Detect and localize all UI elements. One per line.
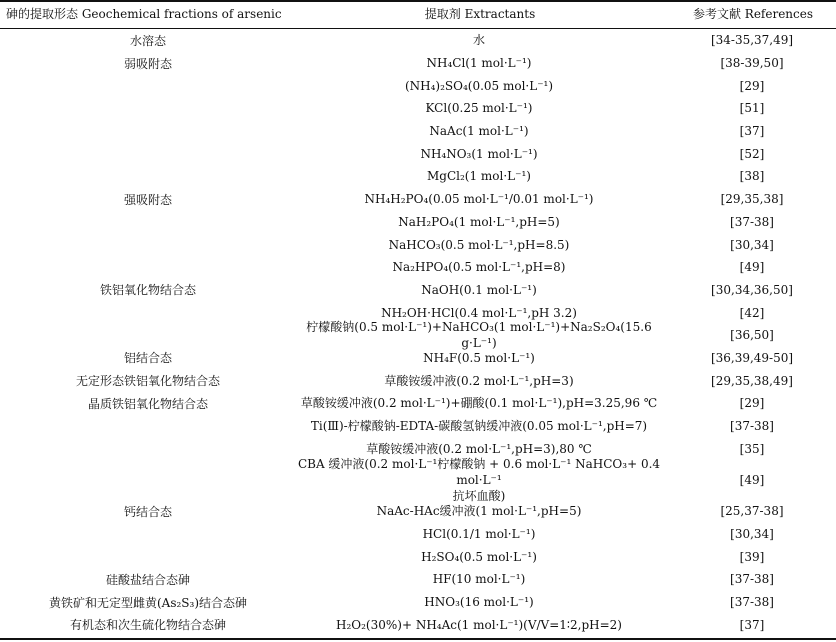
table-row [0, 29, 836, 52]
fraction-cell: 铝结合态 [123, 351, 172, 366]
extractant-cell: KCl(0.25 mol·L⁻¹) [425, 101, 533, 116]
table-row [0, 165, 836, 188]
fraction-cell: 水溶态 [129, 33, 166, 48]
reference-cell: [37-38] [730, 214, 774, 229]
reference-cell: [49] [739, 473, 765, 488]
extractant-cell: NaAc(1 mol·L⁻¹) [429, 124, 529, 139]
extractant-cell: 草酸铵缓冲液(0.2 mol·L⁻¹)+硼酸(0.1 mol·L⁻¹),pH=3.25,96 ℃ [300, 396, 658, 411]
extractant-cell: 水 [472, 33, 485, 48]
fraction-cell [0, 233, 296, 256]
fraction-cell [0, 97, 296, 120]
extractant-cell: MgCl₂(1 mol·L⁻¹) [427, 169, 531, 184]
extractant-cell: NaOH(0.1 mol·L⁻¹) [421, 282, 537, 297]
table-row [0, 52, 836, 75]
extractant-cell: 草酸铵缓冲液(0.2 mol·L⁻¹,pH=3),80 ℃ [366, 441, 592, 456]
extractant-cell: NaH₂PO₄(1 mol·L⁻¹,pH=5) [398, 214, 560, 229]
table-row [0, 120, 836, 143]
extractant-cell: 柠檬酸钠(0.5 mol·L⁻¹)+NaHCO₃(1 mol·L⁻¹)+Na₂S₂O₄(15.6 g·L⁻¹) [306, 320, 652, 351]
reference-cell: [30,34] [730, 237, 774, 252]
table-row [0, 500, 836, 523]
fraction-cell [0, 545, 296, 568]
fraction-cell: 黄铁矿和无定型雌黄(As₂S₃)结合态砷 [48, 595, 248, 610]
fraction-cell [0, 415, 296, 438]
table-row [0, 97, 836, 120]
table-body [0, 29, 836, 636]
extractant-cell: NH₂OH·HCl(0.4 mol·L⁻¹,pH 3.2) [381, 305, 577, 320]
reference-cell: [37-38] [730, 419, 774, 434]
reference-cell: [34-35,37,49] [710, 33, 794, 48]
extractant-cell [292, 457, 666, 504]
header-extractant: 提取剂 Extractants [424, 7, 536, 21]
reference-cell: [37-38] [730, 572, 774, 587]
table-header [0, 0, 836, 28]
extractant-cell: H₂O₂(30%)+ NH₄Ac(1 mol·L⁻¹)(V/V=1∶2,pH=2) [335, 617, 622, 632]
reference-cell: [38-39,50] [720, 56, 784, 71]
table-row [0, 142, 836, 165]
reference-cell: [51] [739, 101, 765, 116]
header-references: 参考文献 References [692, 7, 814, 21]
header-fraction: 砷的提取形态 Geochemical fractions of arsenic [6, 7, 282, 21]
fraction-cell: 硅酸盐结合态砷 [105, 572, 190, 587]
reference-cell: [52] [739, 146, 765, 161]
reference-cell: [36,39,49-50] [710, 350, 794, 365]
table-row [0, 211, 836, 234]
fraction-cell: 无定形态铁铝氧化物结合态 [75, 374, 220, 389]
fraction-cell: 强吸附态 [123, 192, 172, 207]
reference-cell: [49] [739, 260, 765, 275]
fraction-cell: 钙结合态 [123, 504, 172, 519]
reference-cell: [30,34,36,50] [711, 282, 793, 297]
extractant-cell: NH₄NO₃(1 mol·L⁻¹) [420, 146, 538, 161]
reference-cell: [35] [739, 441, 765, 456]
table-row [0, 256, 836, 279]
extractant-cell: Ti(Ⅲ)-柠檬酸钠-EDTA-碳酸氢钠缓冲液(0.05 mol·L⁻¹,pH=7) [310, 419, 648, 434]
extractant-cell: NaAc-HAc缓冲液(1 mol·L⁻¹,pH=5) [376, 504, 582, 519]
reference-cell: [29,35,38] [720, 192, 784, 207]
table-row [0, 188, 836, 211]
fraction-cell [0, 211, 296, 234]
table-row [0, 320, 836, 351]
extractant-cell: HF(10 mol·L⁻¹) [432, 572, 526, 587]
extractant-line-1: CBA 缓冲液(0.2 mol·L⁻¹柠檬酸钠 + 0.6 mol·L⁻¹ NaHCO₃+ 0.4 mol·L⁻¹ [297, 457, 661, 488]
fraction-cell: 有机态和次生硫化物结合态砷 [69, 618, 226, 633]
fraction-cell [0, 460, 296, 500]
extractant-cell: H₂SO₄(0.5 mol·L⁻¹) [421, 549, 537, 564]
reference-cell: [29,35,38,49] [711, 373, 793, 388]
reference-cell: [37-38] [730, 595, 774, 610]
table-row [0, 523, 836, 546]
table-row [0, 369, 836, 392]
fraction-cell [0, 301, 296, 324]
fraction-cell [0, 165, 296, 188]
fraction-cell [0, 142, 296, 165]
extractant-cell: NH₄H₂PO₄(0.05 mol·L⁻¹/0.01 mol·L⁻¹) [364, 192, 594, 207]
reference-cell: [30,34] [730, 527, 774, 542]
table-row [0, 392, 836, 415]
table-row [0, 591, 836, 614]
table-row [0, 457, 836, 504]
fraction-cell [0, 74, 296, 97]
reference-cell: [36,50] [730, 328, 774, 343]
extractant-cell: 草酸铵缓冲液(0.2 mol·L⁻¹,pH=3) [384, 373, 574, 388]
table-row [0, 233, 836, 256]
fraction-cell: 晶质铁铝氧化物结合态 [87, 396, 208, 411]
reference-cell: [38] [739, 169, 765, 184]
extractant-cell: NaHCO₃(0.5 mol·L⁻¹,pH=8.5) [388, 237, 570, 252]
table-row [0, 614, 836, 637]
fraction-cell [0, 523, 296, 546]
fraction-cell [0, 437, 296, 460]
extractant-cell: Na₂HPO₄(0.5 mol·L⁻¹,pH=8) [392, 260, 566, 275]
extractant-cell: NH₄Cl(1 mol·L⁻¹) [426, 56, 532, 71]
table-row [0, 568, 836, 591]
reference-cell: [25,37-38] [720, 504, 784, 519]
bottom-rule [0, 638, 836, 640]
reference-cell: [42] [739, 305, 765, 320]
extractant-cell: HCl(0.1/1 mol·L⁻¹) [422, 527, 536, 542]
extractant-cell: HNO₃(16 mol·L⁻¹) [424, 595, 534, 610]
fraction-cell [0, 324, 296, 347]
table-row [0, 279, 836, 302]
table-row [0, 415, 836, 438]
extractant-cell: (NH₄)₂SO₄(0.05 mol·L⁻¹) [404, 78, 554, 93]
fraction-cell: 弱吸附态 [123, 56, 172, 71]
reference-cell: [39] [739, 549, 765, 564]
extractant-line-2: 抗坏血酸) [452, 489, 506, 504]
extractant-cell: NH₄F(0.5 mol·L⁻¹) [423, 350, 535, 365]
fraction-cell: 铁铝氧化物结合态 [99, 283, 196, 298]
reference-cell: [29] [739, 396, 765, 411]
table-row [0, 347, 836, 370]
reference-cell: [29] [739, 78, 765, 93]
fraction-cell [0, 256, 296, 279]
table-row [0, 545, 836, 568]
reference-cell: [37] [739, 617, 765, 632]
fraction-cell [0, 120, 296, 143]
reference-cell: [37] [739, 124, 765, 139]
table-row [0, 74, 836, 97]
